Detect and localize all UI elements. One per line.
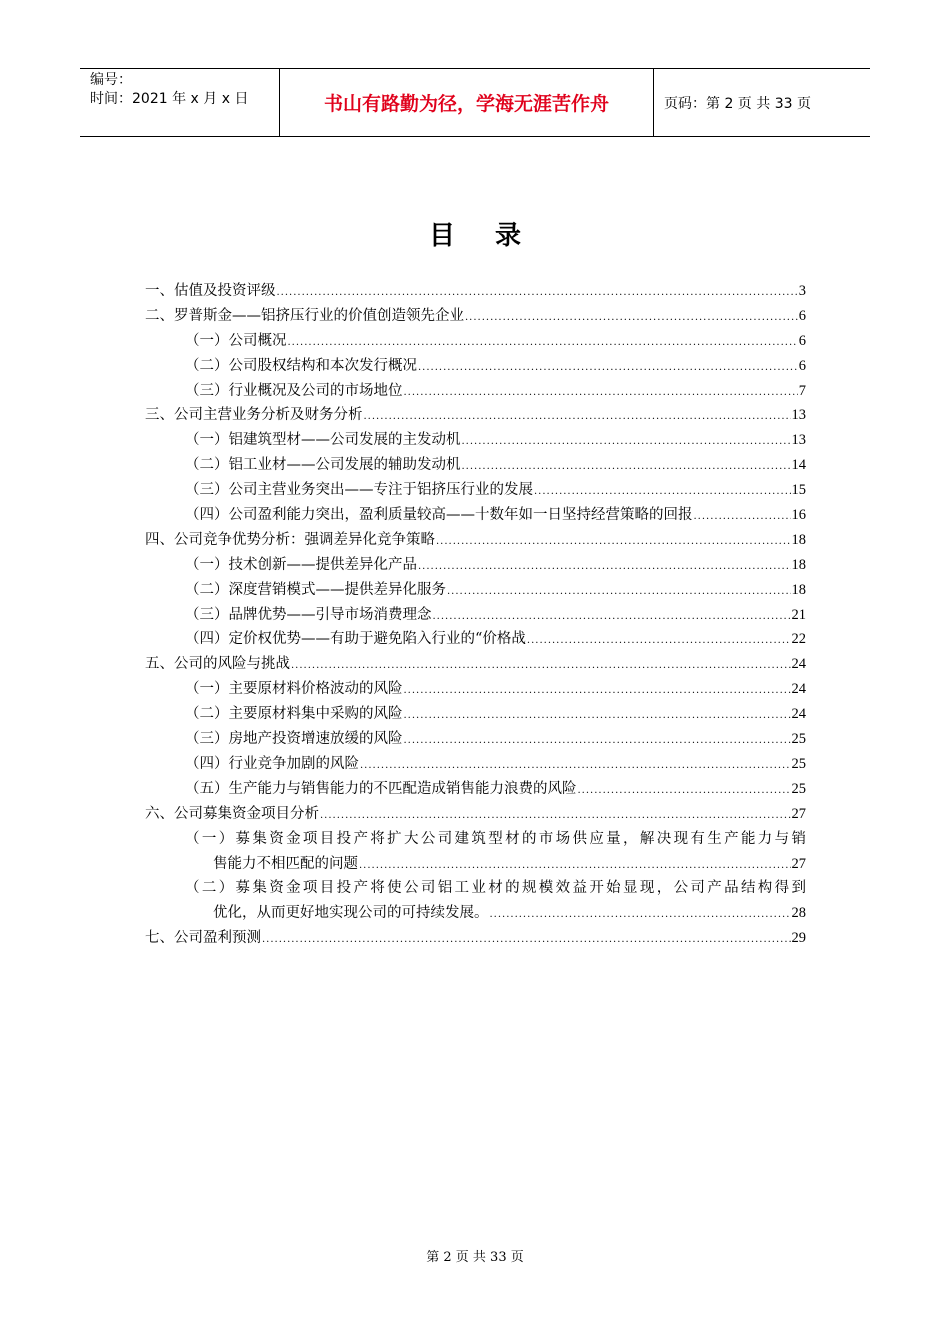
toc-entry[interactable] [145, 503, 806, 528]
header-left-cell [80, 69, 280, 136]
toc-leader-dots [462, 455, 791, 480]
toc-entry-text: 一、估值及投资评级 [145, 283, 276, 299]
toc-entry[interactable] [145, 428, 806, 453]
toc-entry[interactable] [145, 553, 806, 578]
toc-page-number: 6 [798, 332, 806, 349]
toc-page-number: 28 [791, 905, 806, 922]
toc-entry-text: （二）公司股权结构和本次发行概况 [185, 357, 417, 374]
toc-entry-line2 [185, 852, 806, 877]
toc-page-number: 25 [791, 731, 806, 748]
toc-leader-dots [447, 580, 791, 605]
toc-page-number: 15 [791, 482, 806, 499]
toc-page-number: 27 [791, 855, 806, 872]
toc-leader-dots [462, 430, 791, 455]
toc-entry-text: （五）生产能力与销售能力的不匹配造成销售能力浪费的风险 [185, 780, 577, 797]
toc-page-number: 13 [791, 407, 806, 424]
page-title: 目录 [428, 221, 561, 251]
toc-entry[interactable] [145, 677, 806, 702]
toc-entry-text: 四、公司竞争优势分析：强调差异化竞争策略 [145, 531, 435, 548]
toc-entry[interactable] [145, 627, 806, 652]
toc-page-number: 27 [791, 805, 806, 822]
toc-entry[interactable] [145, 578, 806, 603]
toc-page-number: 25 [791, 755, 806, 772]
table-of-contents [145, 279, 806, 951]
toc-leader-dots [262, 928, 791, 953]
toc-entry[interactable] [145, 329, 806, 354]
toc-entry-text: （一）铝建筑型材——公司发展的主发动机 [185, 432, 461, 449]
toc-leader-dots [436, 530, 791, 555]
toc-entry-text: （一）公司概况 [185, 332, 287, 349]
toc-entry[interactable] [145, 478, 806, 503]
toc-entry[interactable] [145, 727, 806, 752]
toc-leader-dots [360, 754, 791, 779]
toc-page-number: 18 [791, 556, 806, 573]
toc-leader-dots [404, 381, 798, 406]
toc-entry-text: （一）技术创新——提供差异化产品 [185, 556, 417, 573]
toc-leader-dots [418, 555, 791, 580]
toc-entry-text: （二）主要原材料集中采购的风险 [185, 706, 403, 723]
toc-page-number: 6 [798, 357, 806, 374]
toc-entry-text: （三）品牌优势——引导市场消费理念 [185, 606, 432, 623]
toc-leader-dots [291, 654, 791, 679]
toc-leader-dots [364, 405, 791, 430]
motto: 书山有路勤为径，学海无涯苦作舟 [323, 93, 609, 115]
toc-leader-dots [404, 679, 791, 704]
toc-entry-text: （四）定价权优势——有助于避免陷入行业的“价格战 [185, 631, 526, 648]
toc-entry-wrapped[interactable] [145, 827, 806, 877]
toc-leader-dots [433, 605, 791, 630]
page-footer: 第 2 页 共 33 页 [426, 1250, 524, 1265]
toc-entry[interactable] [145, 453, 806, 478]
toc-leader-dots [578, 779, 791, 804]
page-header [80, 68, 870, 137]
toc-entry-text: （一）主要原材料价格波动的风险 [185, 681, 403, 698]
toc-entry[interactable] [145, 752, 806, 777]
toc-entry-text-line2: 优化，从而更好地实现公司的可持续发展。 [213, 905, 489, 922]
toc-entry-text: 三、公司主营业务分析及财务分析 [145, 407, 363, 424]
toc-entry[interactable] [145, 777, 806, 802]
toc-leader-dots [465, 306, 798, 331]
toc-entry-text-line1: （一）募集资金项目投产将扩大公司建筑型材的市场供应量，解决现有生产能力与销 [185, 830, 806, 847]
toc-entry[interactable] [145, 926, 806, 951]
toc-entry-text: （三）公司主营业务突出——专注于铝挤压行业的发展 [185, 482, 533, 499]
toc-page-number: 6 [798, 307, 806, 324]
toc-entry-text: （三）房地产投资增速放缓的风险 [185, 731, 403, 748]
toc-page-number: 16 [791, 507, 806, 524]
toc-leader-dots [534, 480, 791, 505]
toc-leader-dots [694, 505, 791, 530]
header-right-cell [654, 69, 870, 136]
page-label: 页码：第 2 页 共 33 页 [664, 95, 811, 112]
toc-entry-text: 六、公司募集资金项目分析 [145, 805, 319, 822]
toc-leader-dots [418, 356, 798, 381]
toc-entry-text: 七、公司盈利预测 [145, 930, 261, 947]
toc-entry[interactable] [145, 528, 806, 553]
toc-entry[interactable] [145, 304, 806, 329]
toc-page-number: 25 [791, 780, 806, 797]
toc-entry-text: 五、公司的风险与挑战 [145, 656, 290, 673]
toc-leader-dots [404, 704, 791, 729]
toc-entry[interactable] [145, 702, 806, 727]
toc-page-number: 24 [791, 681, 806, 698]
toc-page-number: 7 [798, 382, 806, 399]
toc-entry-text: （二）深度营销模式——提供差异化服务 [185, 581, 446, 598]
toc-leader-dots [320, 804, 791, 829]
toc-entry[interactable] [145, 354, 806, 379]
toc-entry-wrapped[interactable] [145, 876, 806, 926]
header-motto-cell [280, 69, 654, 136]
toc-page-number: 24 [791, 706, 806, 723]
toc-entry[interactable] [145, 652, 806, 677]
toc-page-number: 18 [791, 581, 806, 598]
toc-entry[interactable] [145, 279, 806, 304]
toc-page-number: 22 [791, 631, 806, 648]
toc-page-number: 29 [791, 930, 806, 947]
toc-entry[interactable] [145, 403, 806, 428]
toc-page-number: 3 [798, 283, 806, 299]
code-label: 编号： [90, 72, 132, 88]
toc-leader-dots [359, 854, 791, 879]
toc-entry-text: （四）公司盈利能力突出，盈利质量较高——十数年如一日坚持经营策略的回报 [185, 507, 693, 524]
toc-page-number: 18 [791, 531, 806, 548]
toc-entry-text: （四）行业竞争加剧的风险 [185, 755, 359, 772]
toc-entry-text-line2: 售能力不相匹配的问题 [213, 855, 358, 872]
toc-entry-text: （二）铝工业材——公司发展的辅助发动机 [185, 457, 461, 474]
toc-page-number: 14 [791, 457, 806, 474]
toc-leader-dots [288, 331, 798, 356]
toc-entry[interactable] [145, 603, 806, 628]
toc-entry[interactable] [145, 802, 806, 827]
toc-page-number: 13 [791, 432, 806, 449]
date-label: 时间：2021 年 x 月 x 日 [90, 91, 249, 107]
toc-entry-text: 二、罗普斯金——铝挤压行业的价值创造领先企业 [145, 307, 464, 324]
toc-page-number: 24 [791, 656, 806, 673]
toc-entry[interactable] [145, 379, 806, 404]
toc-leader-dots [404, 729, 791, 754]
toc-page-number: 21 [791, 606, 806, 623]
toc-leader-dots [527, 629, 791, 654]
toc-entry-line2 [185, 901, 806, 926]
toc-leader-dots [277, 281, 798, 306]
toc-entry-text: （三）行业概况及公司的市场地位 [185, 382, 403, 399]
toc-entry-text-line1: （二）募集资金项目投产将使公司铝工业材的规模效益开始显现，公司产品结构得到 [185, 880, 806, 897]
toc-leader-dots [490, 903, 791, 928]
